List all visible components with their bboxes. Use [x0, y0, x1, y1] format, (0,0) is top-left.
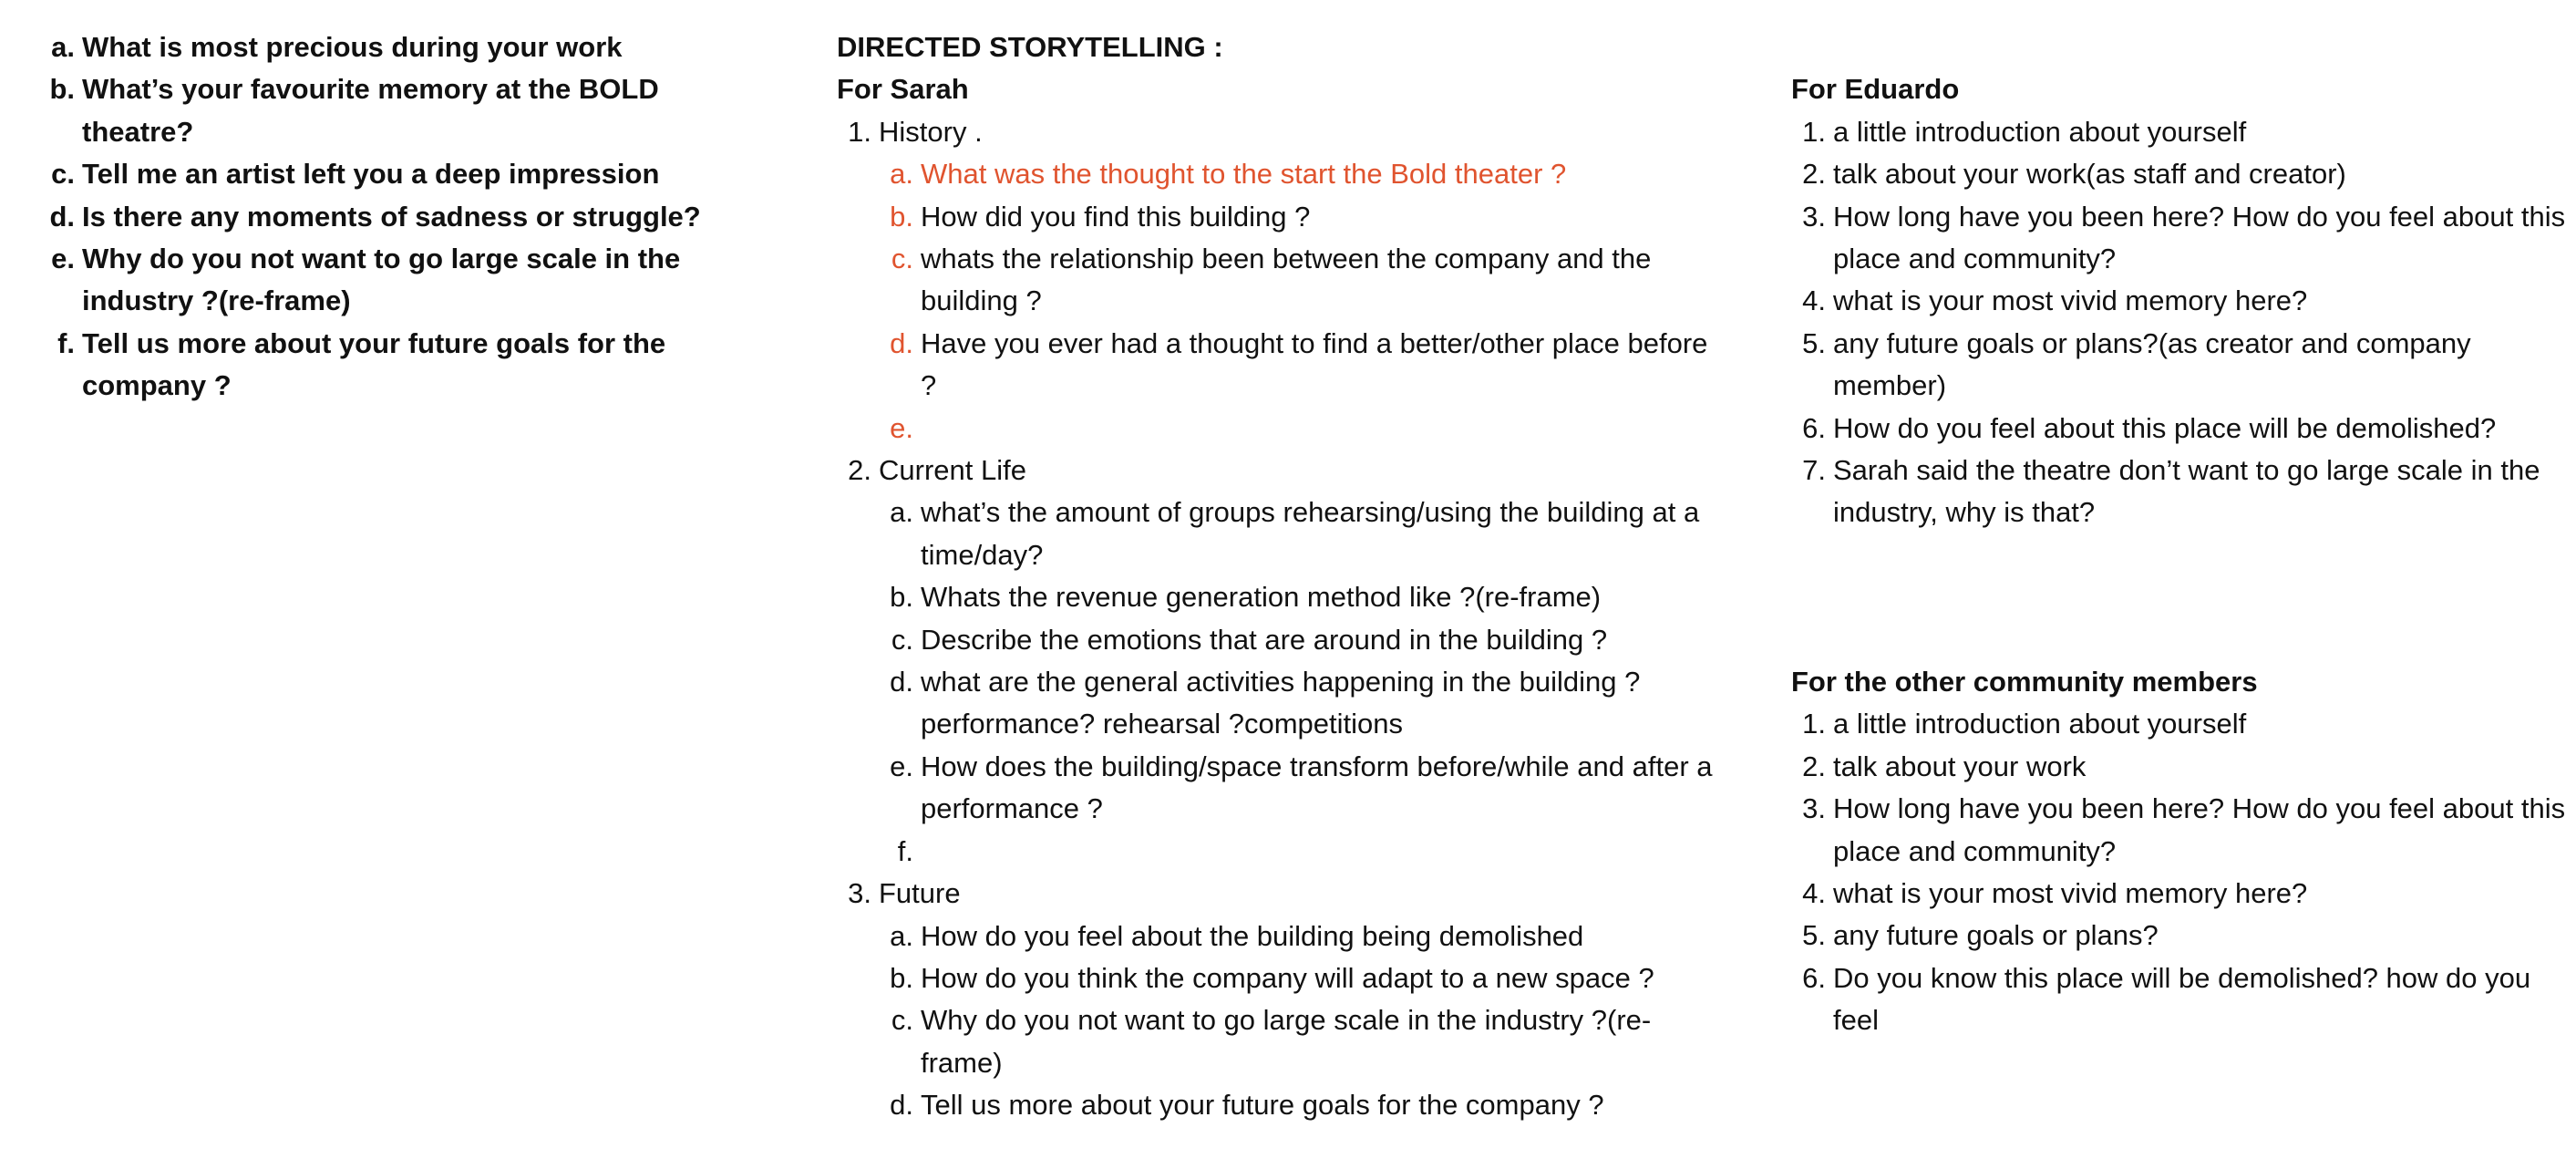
list-item [40, 68, 733, 153]
list-item [40, 238, 733, 323]
sarah-questions-column [837, 26, 1726, 1127]
list-marker: d. [890, 1089, 913, 1122]
list-marker: c. [891, 243, 913, 275]
list-item-text: what is your most vivid memory here? [1833, 877, 2308, 910]
list-marker: a. [51, 31, 75, 63]
list-item-text: Sarah said the theatre don’t want to go large scale in the industry, why is that? [1833, 454, 2540, 529]
list-item-text: How do you feel about the building being demolished [921, 919, 1584, 952]
list-item-text: What is most precious during your work [82, 31, 623, 63]
list-item-text: what’s the amount of groups rehearsing/using the building at a time/day? [921, 496, 1700, 571]
list-item-text: Do you know this place will be demolished? how do you feel [1833, 961, 2531, 1037]
list-item-text: Tell me an artist left you a deep impression [82, 158, 660, 191]
list-item [1791, 788, 2571, 873]
list-item [1791, 323, 2571, 408]
list-item [40, 323, 733, 408]
sarah-heading: For Sarah [837, 73, 969, 106]
left-list [40, 26, 733, 408]
list-marker: 3. [1802, 200, 1826, 233]
list-item-text: Tell us more about your future goals for the company ? [921, 1089, 1604, 1122]
list-item [1791, 408, 2571, 450]
list-item-text: Is there any moments of sadness or struggle? [82, 200, 701, 233]
history-questions [879, 153, 1726, 450]
community-questions [1791, 703, 2571, 1041]
list-marker: d. [890, 666, 913, 698]
list-marker: d. [890, 326, 913, 359]
current-life-questions [879, 491, 1726, 873]
list-item-text: talk about your work(as staff and creator) [1833, 158, 2346, 191]
list-item [879, 153, 1726, 195]
list-item-text: How do you feel about this place will be demolished? [1833, 411, 2497, 444]
list-item [879, 916, 1726, 957]
list-item-text: How long have you been here? How do you feel about this place and community? [1833, 792, 2566, 867]
list-item [879, 238, 1726, 323]
list-marker: 5. [1802, 919, 1826, 952]
list-marker: b. [49, 73, 75, 106]
list-item-text: How do you think the company will adapt to a new space ? [921, 961, 1654, 994]
list-marker: d. [49, 200, 75, 233]
list-item [1791, 703, 2571, 745]
list-item-text: Whats the revenue generation method like ?(re-frame) [921, 581, 1602, 614]
list-marker: e. [890, 411, 913, 444]
list-item [879, 999, 1726, 1084]
list-item-text: talk about your work [1833, 750, 2087, 782]
eduardo-heading: For Eduardo [1791, 73, 1960, 106]
list-item [879, 408, 1726, 450]
list-item [879, 1084, 1726, 1126]
list-marker: 2. [1802, 158, 1826, 191]
list-item [879, 196, 1726, 238]
list-item-text: any future goals or plans?(as creator and company member) [1833, 326, 2471, 402]
list-item-text: a little introduction about yourself [1833, 708, 2247, 740]
list-marker: e. [51, 243, 75, 275]
list-marker: c. [891, 1004, 913, 1037]
list-item [879, 746, 1726, 831]
list-item [40, 196, 733, 238]
list-marker: 3. [1802, 792, 1826, 825]
eduardo-questions [1791, 111, 2571, 534]
list-marker: 2. [1802, 750, 1826, 782]
list-marker: c. [891, 623, 913, 656]
section-marker: 1. [848, 115, 871, 148]
list-marker: 1. [1802, 115, 1826, 148]
list-item-text: Why do you not want to go large scale in the industry ?(re-frame) [921, 1004, 1652, 1079]
list-item [879, 619, 1726, 661]
list-item [879, 576, 1726, 618]
list-item [1791, 196, 2571, 281]
list-item-text: any future goals or plans? [1833, 919, 2159, 952]
right-questions-column [1791, 26, 2571, 1042]
list-item [1791, 873, 2571, 915]
community-heading: For the other community members [1791, 666, 2258, 698]
list-item-text: What was the thought to the start the Bold theater ? [921, 158, 1567, 191]
page-title: DIRECTED STORYTELLING : [837, 31, 1223, 63]
list-item [1791, 450, 2571, 534]
list-marker: 7. [1802, 454, 1826, 487]
list-marker: b. [890, 581, 913, 614]
list-marker: 4. [1802, 877, 1826, 910]
list-item-text: what is your most vivid memory here? [1833, 284, 2308, 317]
list-item [40, 26, 733, 68]
list-marker: 6. [1802, 411, 1826, 444]
left-question-list [40, 26, 733, 408]
list-marker: b. [890, 200, 913, 233]
section-current-life [837, 450, 1726, 873]
list-item-text: What’s your favourite memory at the BOLD theatre? [82, 73, 659, 148]
list-item [879, 957, 1726, 999]
list-marker: f. [897, 834, 913, 867]
list-item [879, 323, 1726, 408]
list-item [1791, 280, 2571, 322]
list-item-text: How did you find this building ? [921, 200, 1311, 233]
list-item-text: Describe the emotions that are around in the building ? [921, 623, 1608, 656]
section-title: History . [879, 115, 983, 148]
section-title: Future [879, 877, 961, 910]
list-item [1791, 915, 2571, 957]
list-item [879, 831, 1726, 873]
list-item [1791, 957, 2571, 1042]
section-title: Current Life [879, 454, 1026, 487]
list-marker: 6. [1802, 961, 1826, 994]
list-item-text: How long have you been here? How do you feel about this place and community? [1833, 200, 2566, 275]
section-future [837, 873, 1726, 1126]
list-item [1791, 153, 2571, 195]
list-item [40, 153, 733, 195]
list-marker: c. [51, 158, 75, 191]
list-marker: e. [890, 750, 913, 782]
list-marker: a. [890, 919, 913, 952]
list-item-text: Why do you not want to go large scale in the industry ?(re-frame) [82, 243, 681, 317]
list-marker: b. [890, 961, 913, 994]
list-item-text: whats the relationship been between the company and the building ? [921, 243, 1652, 317]
list-item-text: Have you ever had a thought to find a better/other place before ? [921, 326, 1708, 402]
list-marker: 5. [1802, 326, 1826, 359]
list-marker: 1. [1802, 708, 1826, 740]
sarah-section-list [837, 111, 1726, 1127]
future-questions [879, 916, 1726, 1127]
list-item-text: How does the building/space transform before/while and after a performance ? [921, 750, 1713, 825]
list-marker: a. [890, 496, 913, 529]
list-item-text: Tell us more about your future goals for the company ? [82, 326, 666, 402]
list-marker: a. [890, 158, 913, 191]
list-marker: f. [57, 326, 75, 359]
list-marker: 4. [1802, 284, 1826, 317]
list-item [1791, 111, 2571, 153]
list-item-text: a little introduction about yourself [1833, 115, 2247, 148]
list-item [879, 491, 1726, 576]
list-item [1791, 746, 2571, 788]
section-history [837, 111, 1726, 450]
list-item [879, 661, 1726, 746]
section-marker: 2. [848, 454, 871, 487]
list-item-text: what are the general activities happening in the building ? performance? rehearsal ?competitions [921, 666, 1641, 740]
section-marker: 3. [848, 877, 871, 910]
